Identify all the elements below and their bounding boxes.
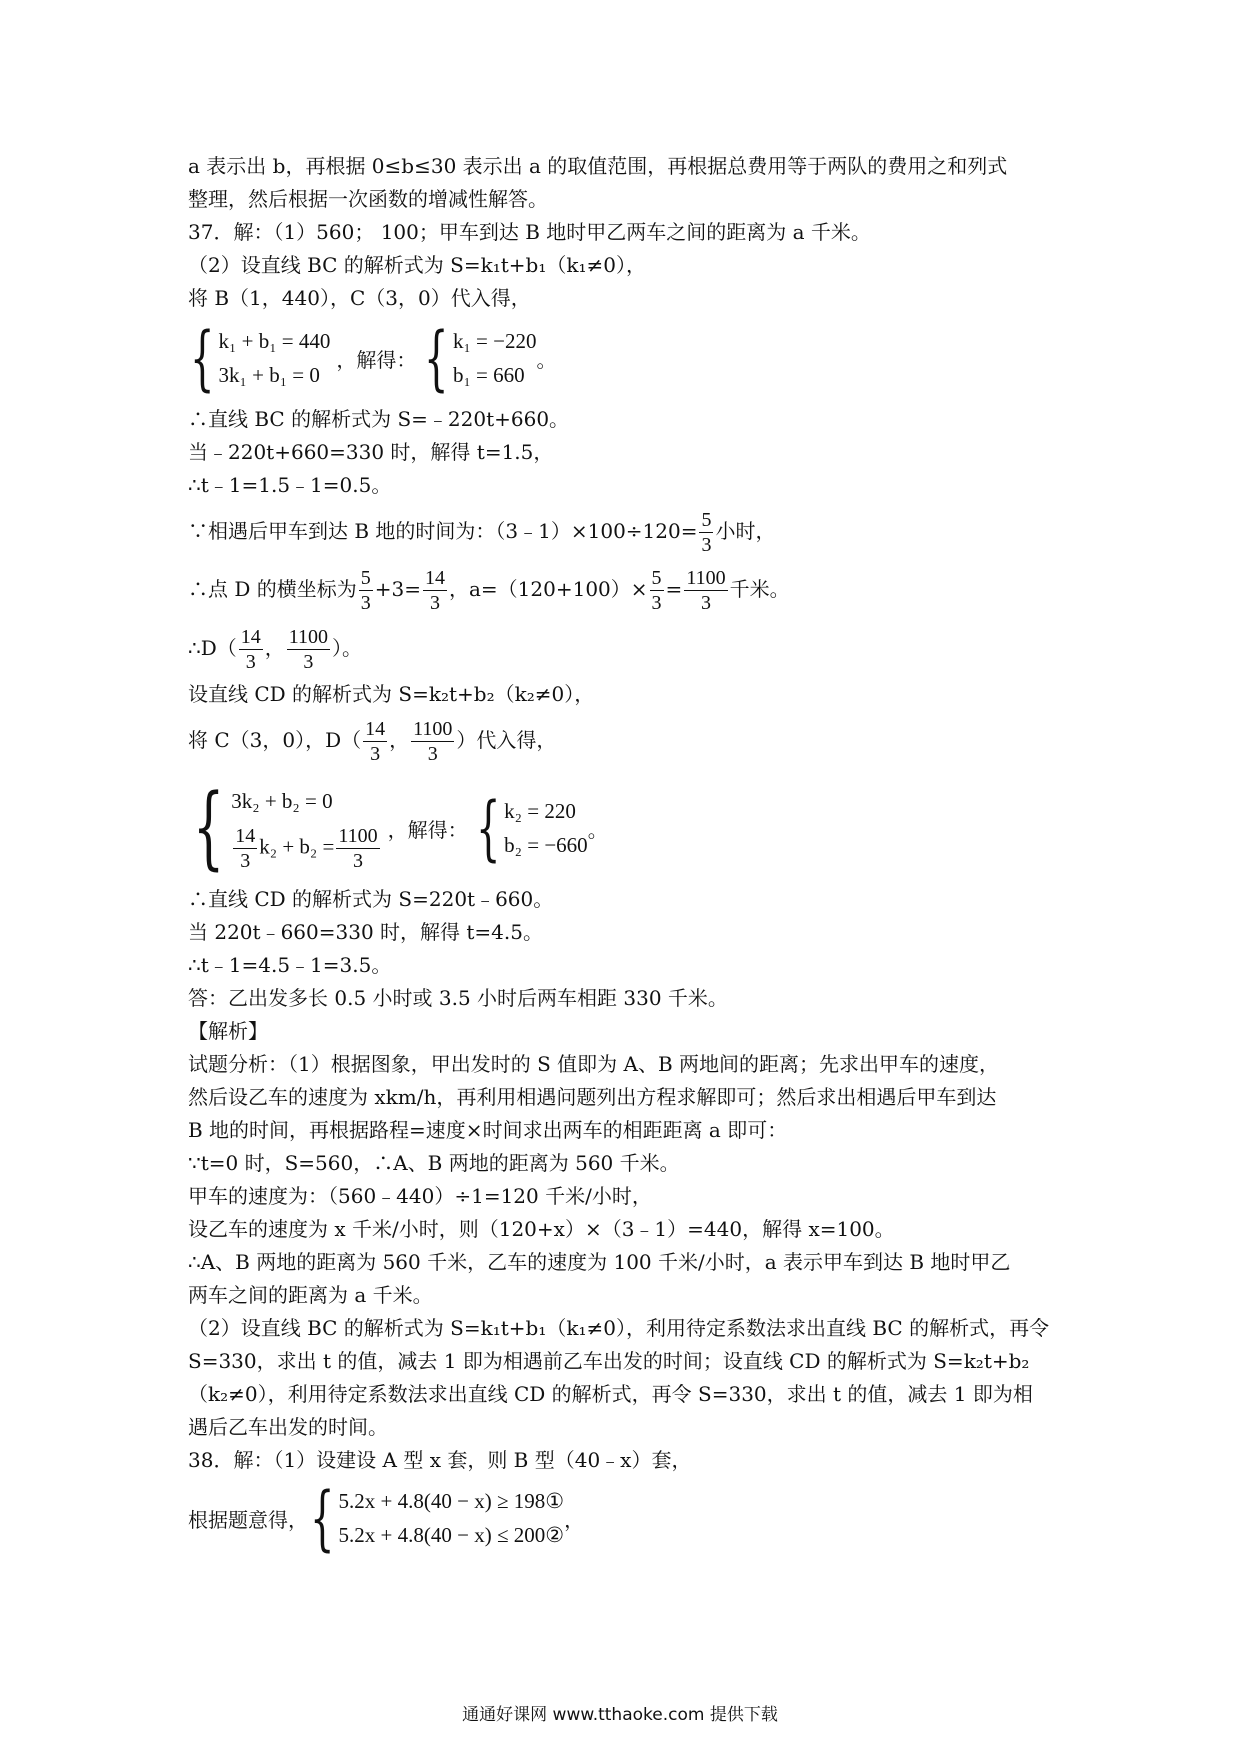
equation-row: k₁ + b₁ = 440 <box>218 329 331 353</box>
text-line: ∴t﹣1=4.5﹣1=3.5。 <box>188 953 392 977</box>
text-line: 整理，然后根据一次函数的增减性解答。 <box>188 187 548 211</box>
text-line: 然后设乙车的速度为 xkm/h，再利用相遇问题列出方程求解即可；然后求出相遇后甲车到达 <box>188 1085 997 1109</box>
system-solution: { k₂ = 220 b₂ = −660 <box>475 787 588 869</box>
fraction: $\frac{1100}{3}$ <box>288 626 329 673</box>
text-line: 试题分析：（1）根据图象，甲出发时的 S 值即为 A、B 两地间的距离；先求出甲车的速度， <box>188 1052 999 1076</box>
system-solution: { k₁ = −220 b₁ = 660 <box>424 317 537 399</box>
fraction: $\frac{1100}{3}$ <box>686 567 726 614</box>
question-38-answer: 38．解：（1）设建设 A 型 x 套，则 B 型（40﹣x）套， <box>188 1448 692 1472</box>
text-line: 设乙车的速度为 x 千米/小时，则（120+x）×（3﹣1）=440，解得 x=100。 <box>188 1217 895 1241</box>
text-line: ∴直线 BC 的解析式为 S=﹣220t+660。 <box>188 407 570 431</box>
text-line: 当 220t﹣660=330 时，解得 t=4.5。 <box>188 920 543 944</box>
equation-row: b₂ = −660 <box>504 833 588 857</box>
equation-row: 3k₁ + b₁ = 0 <box>218 363 320 387</box>
equation-row: 3k₂ + b₂ = 0 <box>231 788 333 813</box>
text-line: ∴D（ $\frac{14}{3}$ ， $\frac{1100}{3}$ ）。 <box>188 626 363 673</box>
text-line: ∴直线 CD 的解析式为 S=220t﹣660。 <box>188 887 554 911</box>
text-line: （2）设直线 BC 的解析式为 S=k₁t+b₁（k₁≠0），利用待定系数法求出直线 BC 的解析式，再令 <box>188 1316 1050 1340</box>
text-line: 将 B（1，440），C（3，0）代入得， <box>188 286 531 310</box>
text-line: （k₂≠0），利用待定系数法求出直线 CD 的解析式，再令 S=330，求出 t 的值，减去 1 即为相 <box>188 1382 1033 1406</box>
text-line: 当﹣220t+660=330 时，解得 t=1.5， <box>188 440 554 464</box>
equation-row: k₁ = −220 <box>452 329 537 353</box>
fraction: $\frac{14}{3}$ <box>365 718 386 765</box>
fraction: $\frac{5}{3}$ <box>651 567 662 614</box>
equation-row: b₁ = 660 <box>452 363 525 387</box>
fraction: $\frac{1100}{3}$ <box>413 718 453 765</box>
text-line: a 表示出 b，再根据 0≤b≤30 表示出 a 的取值范围，再根据总费用等于两队的费用之和列式 <box>188 154 1008 178</box>
inequality-row: 5.2x + 4.8(40 − x) ≤ 200② <box>338 1523 565 1547</box>
system-left: { 3k₂ + b₂ = 0 $\frac{14}{3}$ k₂ + b₂ = $\frac{1100}{3}$ <box>188 783 382 873</box>
system-left: { k₁ + b₁ = 440 3k₁ + b₁ = 0 <box>190 317 331 399</box>
text-line: S=330，求出 t 的值，减去 1 即为相遇前乙车出发的时间；设直线 CD 的解析式为 S=k₂t+b₂ <box>188 1349 1030 1373</box>
inequality-system: 根据题意得， { 5.2x + 4.8(40 − x) ≥ 198① 5.2x + 4.8(40 − x) ≤ 200② ， <box>188 1477 585 1559</box>
equation-row: $\frac{14}{3}$ k₂ + b₂ = $\frac{1100}{3}$ <box>235 824 378 872</box>
text-line: B 地的时间，再根据路程=速度×时间求出两车的相距距离 a 即可： <box>188 1118 788 1142</box>
analysis-heading: 【解析】 <box>188 1019 268 1043</box>
text-line: 甲车的速度为：（560﹣440）÷1=120 千米/小时， <box>188 1184 652 1208</box>
fraction: $\frac{5}{3}$ <box>360 567 371 614</box>
solve-label: ，解得： <box>336 347 417 372</box>
fraction: $\frac{14}{3}$ <box>240 626 261 673</box>
text-line: ∴点 D 的横坐标为 $\frac{5}{3}$ +3= $\frac{14}{3}$ ，a=（120+100）× $\frac{5}{3}$ = $\frac{1100}{3}$ 千米。 <box>188 567 790 614</box>
text-line: ∵t=0 时，S=560，∴A、B 两地的距离为 560 千米。 <box>188 1151 680 1175</box>
equation-row: k₂ = 220 <box>504 799 576 823</box>
text-line: 两车之间的距离为 a 千米。 <box>188 1283 433 1307</box>
text-line: 将 C（3，0），D（ $\frac{14}{3}$ ， $\frac{1100}{3}$ ）代入得， <box>188 718 557 765</box>
text-line: ∵相遇后甲车到达 B 地的时间为：（3﹣1）×100÷120= $\frac{5}{3}$ 小时， <box>188 509 776 556</box>
answer-line: 答：乙出发多长 0.5 小时或 3.5 小时后两车相距 330 千米。 <box>188 986 728 1010</box>
equation-system-bc: { k₁ + b₁ = 440 3k₁ + b₁ = 0 ，解得： { k₁ = −220 b₁ = 660 。 <box>188 323 1068 393</box>
text-line: 设直线 CD 的解析式为 S=k₂t+b₂（k₂≠0）， <box>188 682 595 706</box>
page-content <box>188 150 1068 1563</box>
text-line: （2）设直线 BC 的解析式为 S=k₁t+b₁（k₁≠0）， <box>188 253 646 277</box>
equation-system-cd: { 3k₂ + b₂ = 0 $\frac{14}{3}$ k₂ + b₂ = $\frac{1100}{3}$ ，解得： { k₂ = 220 b₂ = −660 。 <box>188 783 1068 873</box>
text-line: ∴t﹣1=1.5﹣1=0.5。 <box>188 473 392 497</box>
inequality-row: 5.2x + 4.8(40 − x) ≥ 198① <box>338 1489 565 1513</box>
question-37-answer: 37．解：（1）560； 100；甲车到达 B 地时甲乙两车之间的距离为 a 千米。 <box>188 220 871 244</box>
fraction: $\frac{14}{3}$ <box>425 567 445 614</box>
solve-label: ，解得： <box>387 817 468 842</box>
text-line: ∴A、B 两地的距离为 560 千米，乙车的速度为 100 千米/小时，a 表示甲车到达 B 地时甲乙 <box>188 1250 1011 1274</box>
text-line: 遇后乙车出发的时间。 <box>188 1415 388 1439</box>
page-footer: 通通好课网 www.tthaoke.com 提供下载 <box>462 1705 778 1725</box>
fraction: $\frac{5}{3}$ <box>701 509 712 556</box>
